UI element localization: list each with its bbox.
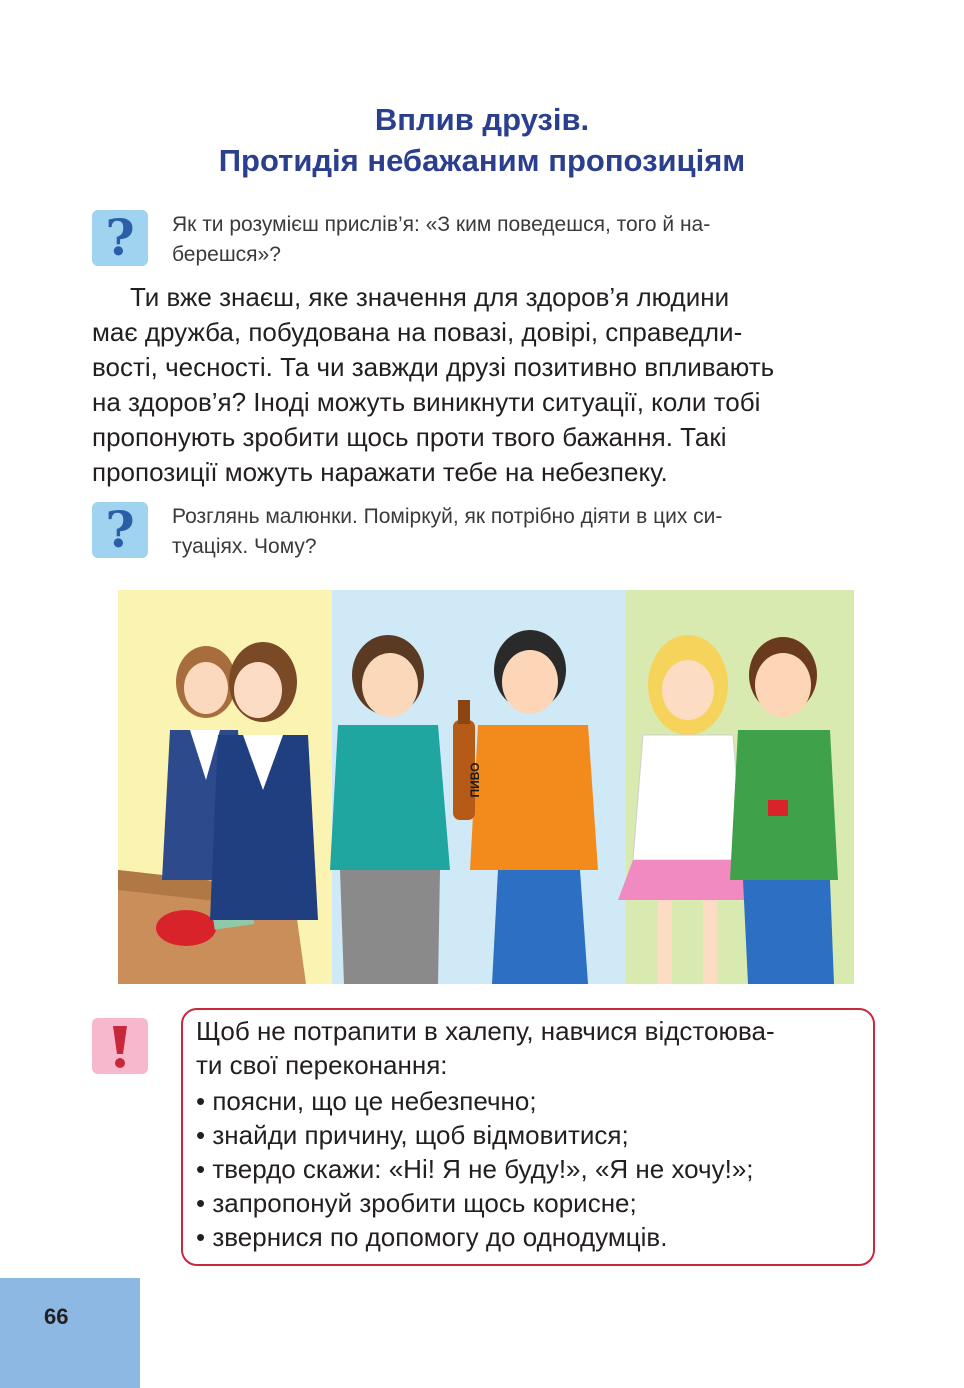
illustration-peer-pressure [118,590,854,984]
question-mark-icon: ? [92,502,148,558]
rules-intro-line-1: Щоб не потрапити в халепу, навчися відстоюва- [196,1016,775,1046]
question-1-line-1: Як ти розумієш прислів’я: «З ким поведешся, того й на- [172,213,711,236]
page-number: 66 [44,1304,69,1329]
rules-item-3: • твердо скажи: «Ні! Я не буду!», «Я не хочу!»; [196,1154,754,1184]
exclamation-mark-icon [92,1018,148,1074]
rules-intro-line-2: ти свої переконання: [196,1050,448,1080]
paragraph-line-4: на здоров’я? Іноді можуть виникнути ситуації, коли тобі [92,387,761,417]
page-title-line-1: Вплив друзів. [374,102,590,137]
question-2-line-1: Розглянь малюнки. Поміркуй, як потрібно діяти в цих си- [172,505,723,528]
page-title-line-2: Протидія небажаним пропозиціям [218,143,746,178]
rules-item-1: • поясни, що це небезпечно; [196,1086,537,1116]
paragraph-line-3: вості, чесності. Та чи завжди друзі позитивно впливають [92,352,775,382]
paragraph-line-2: має дружба, побудована на повазі, довірі, справедли- [92,317,743,347]
rules-item-5: • звернися по допомогу до однодумців. [196,1222,668,1252]
question-1-line-2: берешся»? [172,243,281,266]
rules-item-4: • запропонуй зробити щось корисне; [196,1188,637,1218]
paragraph-line-1: Ти вже знаєш, яке значення для здоров’я людини [130,282,730,312]
paragraph-line-6: пропозиції можуть наражати тебе на небезпеку. [92,457,668,487]
bottle-label: ПИВО [468,762,482,798]
page-number-bar [0,1278,140,1388]
purse-icon [156,910,216,946]
question-2-line-2: туаціях. Чому? [172,535,317,558]
rules-item-2: • знайди причину, щоб відмовитися; [196,1120,629,1150]
paragraph-line-5: пропонують зробити щось проти твого бажання. Такі [92,422,727,452]
question-mark-icon: ? [92,210,148,266]
cigarette-pack-icon [768,800,788,816]
